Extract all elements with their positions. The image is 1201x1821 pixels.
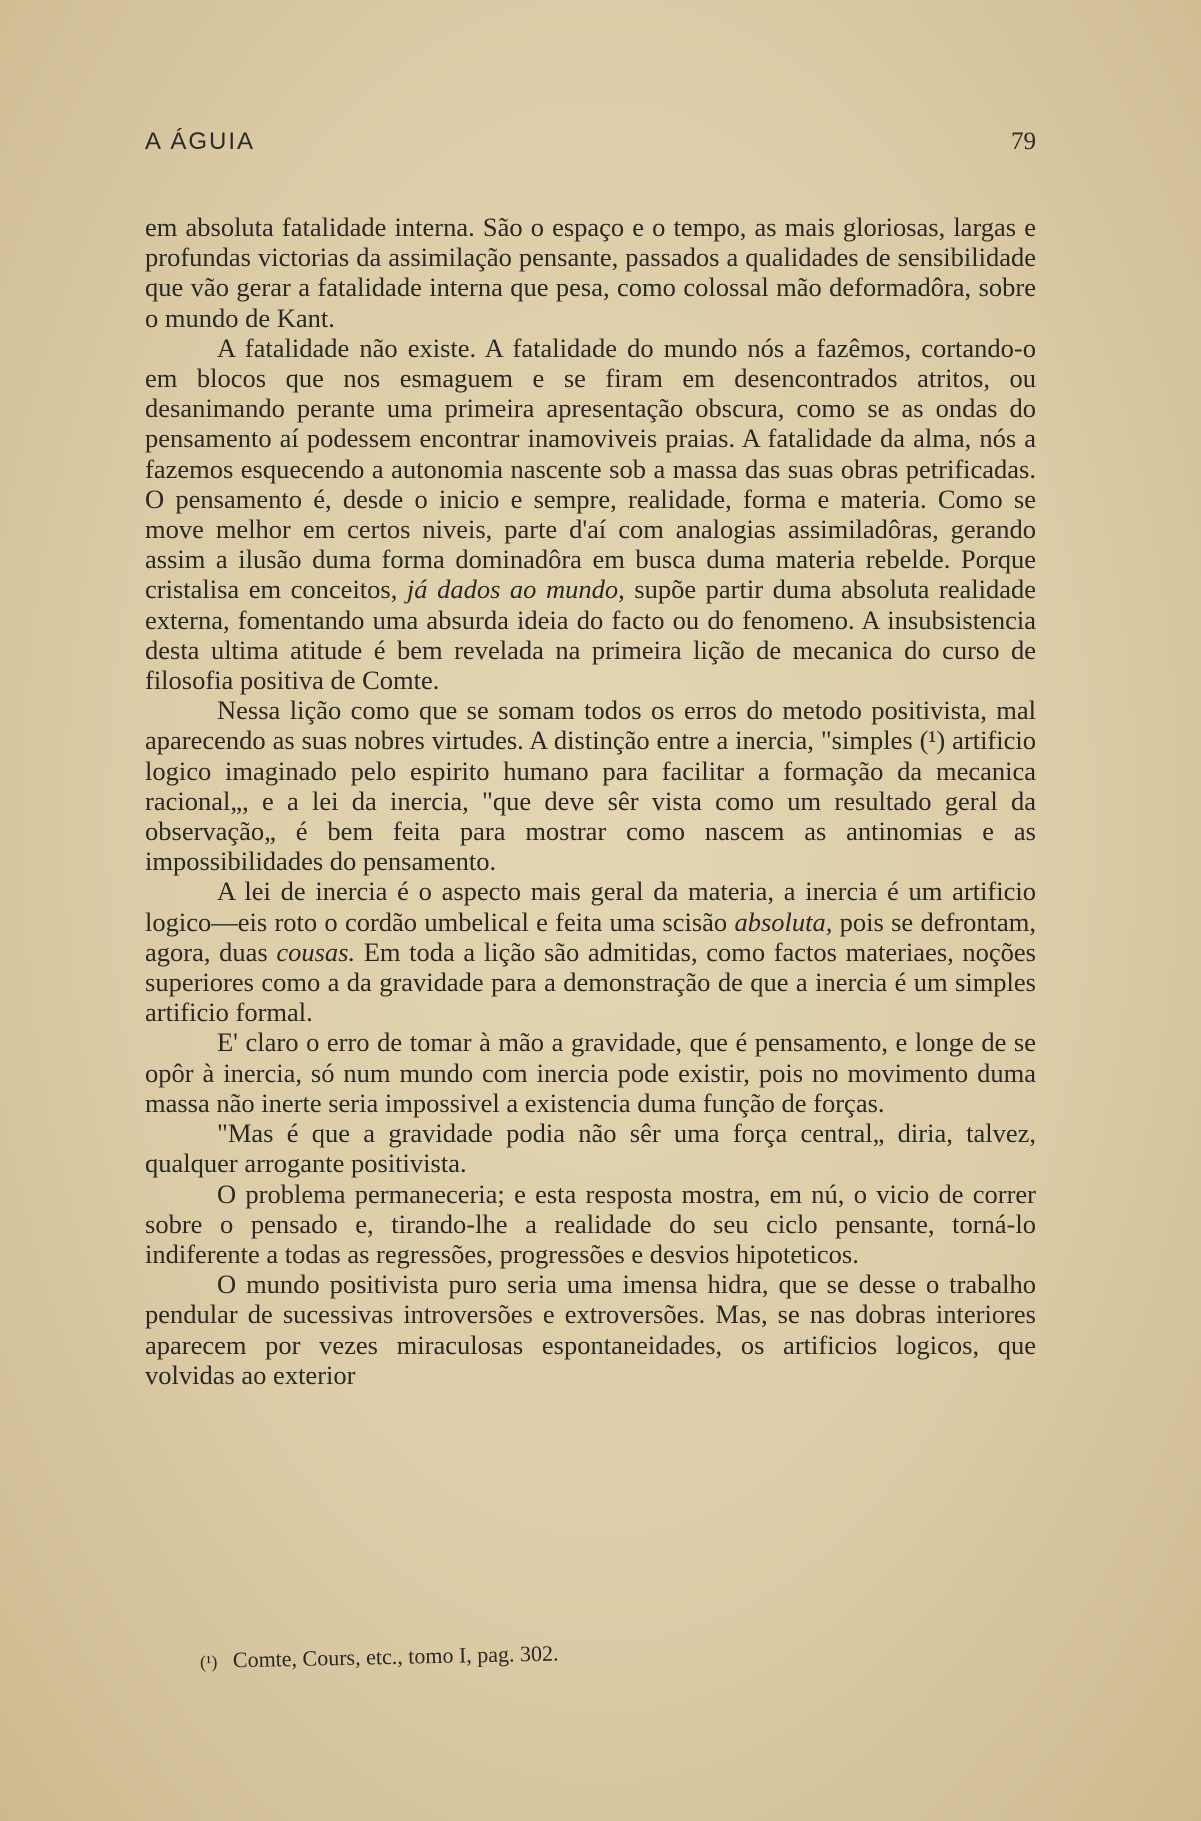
footnote-text: Comte, Cours, etc., tomo I, pag. 302. xyxy=(232,1640,559,1673)
paragraph-text: supõe partir duma absoluta realidade externa, fomentando uma absurda ideia do facto ou do fenomeno. A insubsistencia desta ultima atitude é bem revelada na primeira lição de mecanica do curso de filosofia positiva de Comte. xyxy=(145,574,1036,696)
journal-title: A ÁGUIA xyxy=(145,128,256,155)
italic-text: já dados ao mundo, xyxy=(406,574,625,605)
paragraph-text: pois se defrontam, agora, duas xyxy=(145,906,1036,967)
paragraph xyxy=(145,695,1036,876)
paragraph xyxy=(145,333,1036,695)
paragraph-text: Em toda a lição são admitidas, como factos materiaes, noções superiores como a da gravidade para a demonstração de que a inercia é um simples artificio formal. xyxy=(145,936,1036,1028)
paragraph xyxy=(145,1179,1036,1270)
paragraph-text: A fatalidade não existe. A fatalidade do mundo nós a fazêmos, cortando-o em blocos que nos esmaguem e se firam em desencontrados atritos, ou desanimando perante uma primeira apresentação obscura, como se as ondas do pensamento aí podessem encontrar inamoviveis praias. A fatalidade da alma, nós a fazemos esquecendo a autonomia nascente sob a massa das suas obras petrificadas. O pensamento é, desde o inicio e sempre, realidade, forma e materia. Como se move melhor em certos niveis, parte d'aí com analogias assimiladôras, gerando assim a ilusão duma forma dominadôra em busca duma materia rebelde. Porque cristalisa em conceitos, xyxy=(145,332,1036,605)
paragraph xyxy=(145,1118,1036,1178)
paragraph-text: E' claro o erro de tomar à mão a gravidade, que é pensamento, e longe de se opôr à inercia, só num mundo com inercia pode existir, pois no movimento duma massa não inerte seria impossivel a existencia duma função de forças. xyxy=(145,1027,1036,1118)
paragraph-text: A lei de inercia é o aspecto mais geral da materia, a inercia é um artificio logico—eis roto o cordão umbelical e feita uma scisão xyxy=(145,876,1036,937)
paragraph-text: "Mas é que a gravidade podia não sêr uma força central„ diria, talvez, qualquer arrogante positivista. xyxy=(145,1118,1036,1179)
body-text xyxy=(145,212,1036,1390)
italic-text: absoluta, xyxy=(734,906,833,937)
running-head xyxy=(145,128,1036,156)
footnote xyxy=(200,1640,559,1674)
paragraph-text: em absoluta fatalidade interna. São o espaço e o tempo, as mais gloriosas, largas e profundas victorias da assimilação pensante, passados a qualidades de sensibilidade que vão gerar a fatalidade interna que pesa, como colossal mão deformadôra, sobre o mundo de Kant. xyxy=(145,212,1036,333)
paragraph xyxy=(145,1027,1036,1118)
paragraph-text: O mundo positivista puro seria uma imensa hidra, que se desse o trabalho pendular de sucessivas introversões e extroversões. Mas, se nas dobras interiores aparecem por vezes miraculosas espontaneidades, os artificios logicos, que volvidas ao exterior xyxy=(145,1269,1036,1390)
page-number: 79 xyxy=(1011,128,1036,155)
italic-text: cousas. xyxy=(276,936,356,967)
paragraph xyxy=(145,1269,1036,1390)
footnote-mark: (¹) xyxy=(199,1651,218,1672)
paragraph-text: Nessa lição como que se somam todos os erros do metodo positivista, mal aparecendo as suas nobres virtudes. A distinção entre a inercia, "simples (¹) artificio logico imaginado pelo espirito humano para facilitar a formação da mecanica racional„, e a lei da inercia, "que deve sêr vista como um resultado geral da observação„ é bem feita para mostrar como nascem as antinomias e as impossibilidades do pensamento. xyxy=(145,695,1036,877)
paragraph-text: O problema permaneceria; e esta resposta mostra, em nú, o vicio de correr sobre o pensado e, tirando-lhe a realidade do seu ciclo pensante, torná-lo indiferente a todas as regressões, progressões e desvios hipoteticos. xyxy=(145,1178,1036,1269)
paragraph xyxy=(145,212,1036,333)
paragraph xyxy=(145,876,1036,1027)
